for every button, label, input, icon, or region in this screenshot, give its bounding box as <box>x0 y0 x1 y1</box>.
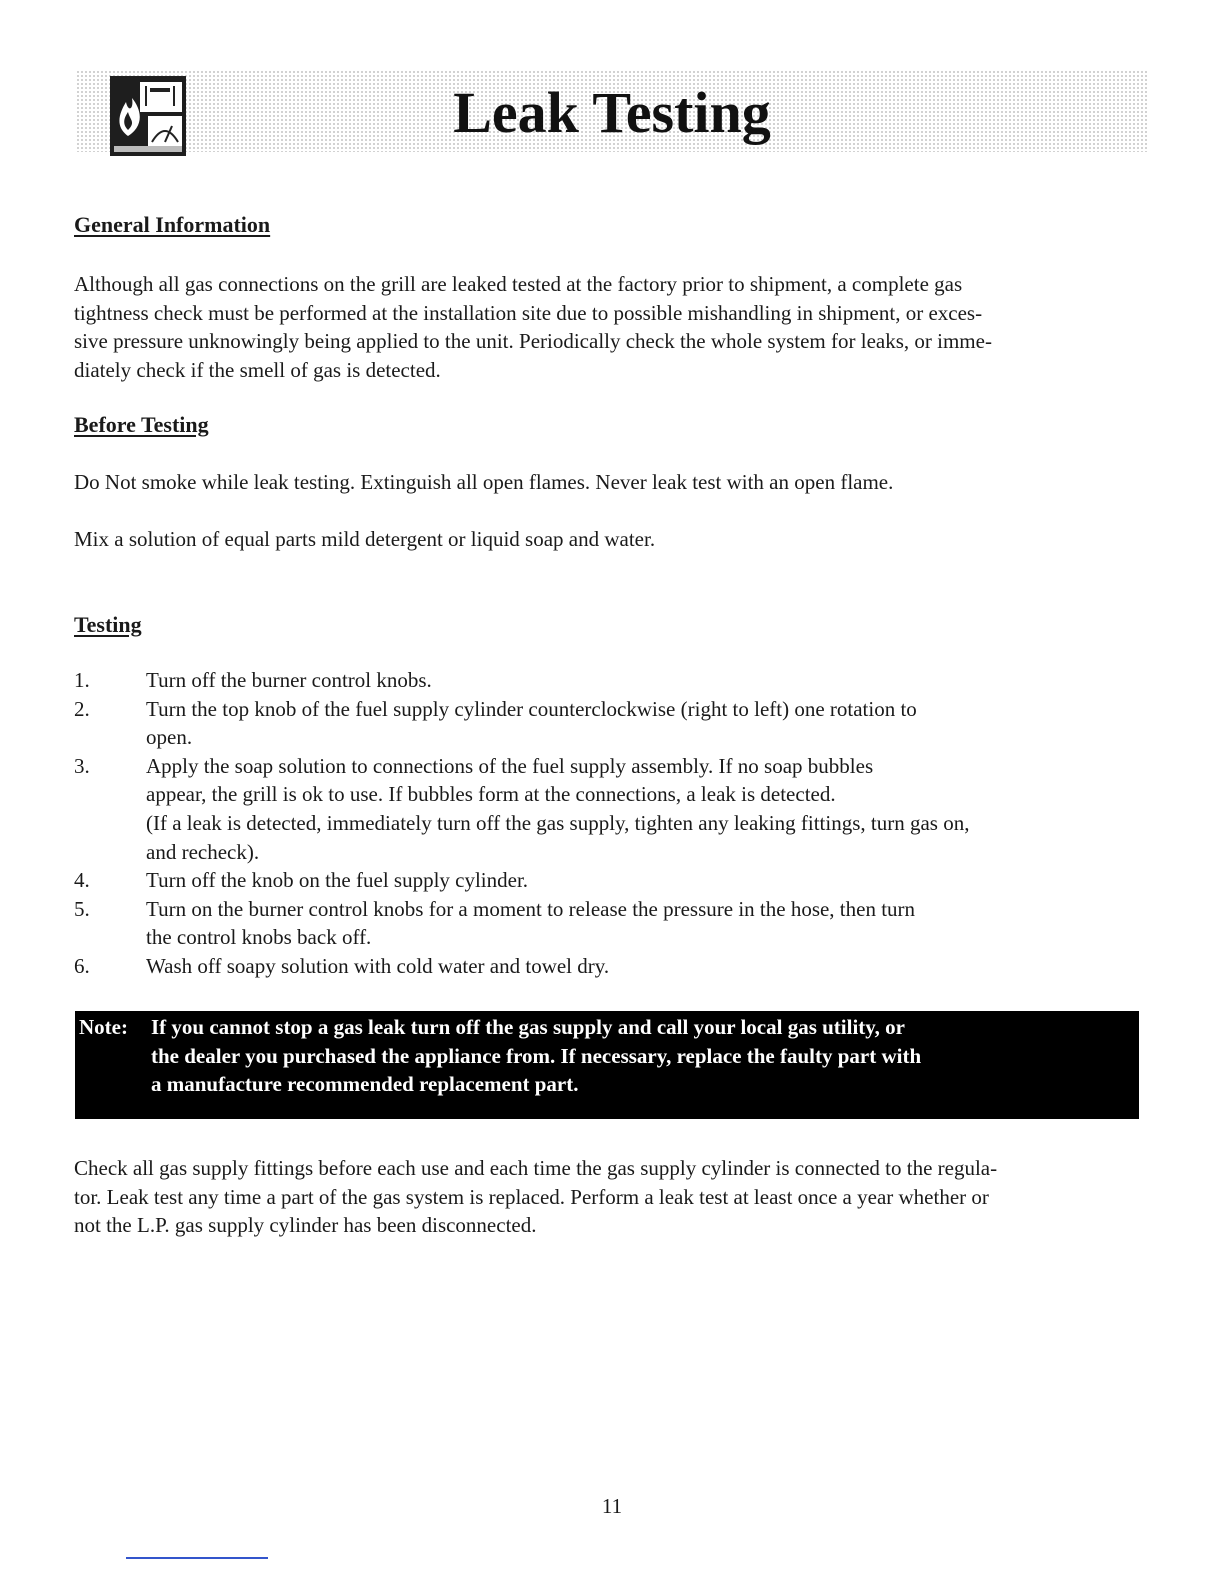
before-testing-paragraph-2: Mix a solution of equal parts mild detergent or liquid soap and water. <box>74 527 656 551</box>
page-title: Leak Testing <box>453 80 771 145</box>
closing-paragraph <box>74 1154 1144 1240</box>
section-heading-testing: Testing <box>74 612 142 637</box>
before-testing-paragraph-1: Do Not smoke while leak testing. Extinguish all open flames. Never leak test with an open flame. <box>74 470 894 494</box>
paragraph-line: Although all gas connections on the grill are leaked tested at the factory prior to shipment, a complete gas <box>74 272 963 296</box>
step-text: Wash off soapy solution with cold water and towel dry. <box>146 953 610 978</box>
paragraph-line: tor. Leak test any time a part of the gas system is replaced. Perform a leak test at least once a year whether or <box>74 1184 989 1209</box>
step-text: Turn on the burner control knobs for a moment to release the pressure in the hose, then turn the control knobs back off. <box>146 896 916 950</box>
testing-steps-list <box>74 666 1094 981</box>
step-item <box>74 695 1094 752</box>
step-number: 5. <box>74 896 90 921</box>
step-number: 6. <box>74 953 90 978</box>
step-number: 2. <box>74 696 90 721</box>
paragraph-line: not the L.P. gas supply cylinder has been disconnected. <box>74 1213 537 1238</box>
note-text: If you cannot stop a gas leak turn off the gas supply and call your local gas utility, or the dealer you purchased the appliance from. If necessary, replace the faulty part with a manufacture recommended replacement part. <box>151 1015 922 1097</box>
step-item <box>74 895 1094 952</box>
warning-note-box <box>75 1011 1139 1119</box>
step-text: Apply the soap solution to connections of the fuel supply assembly. If no soap bubbles appear, the grill is ok to use. If bubbles form at the connections, a leak is detected. (If a leak is detected, immediately turn off the gas supply, tighten any leaking fittings, turn gas on, and recheck). <box>146 753 970 864</box>
step-number: 3. <box>74 753 90 778</box>
paragraph-line: tightness check must be performed at the installation site due to possible mishandling in shipment, or exces- <box>74 300 983 325</box>
paragraph-line: Check all gas supply fittings before each use and each time the gas supply cylinder is connected to the regula- <box>74 1156 998 1180</box>
step-text: Turn off the burner control knobs. <box>146 668 432 692</box>
step-text: Turn the top knob of the fuel supply cylinder counterclockwise (right to left) one rotation to open. <box>146 696 917 750</box>
section-heading-before-testing: Before Testing <box>74 412 209 437</box>
step-item <box>74 952 1094 981</box>
paragraph-line: diately check if the smell of gas is detected. <box>74 357 441 382</box>
step-item <box>74 752 1094 866</box>
note-label: Note: <box>79 1015 128 1039</box>
step-number: 4. <box>74 868 90 893</box>
step-item <box>74 666 1094 695</box>
paragraph-line: sive pressure unknowingly being applied to the unit. Periodically check the whole system for leaks, or imme- <box>74 329 992 354</box>
footer-divider <box>126 1557 268 1559</box>
step-number: 1. <box>74 668 90 692</box>
page-number: 11 <box>601 1494 623 1518</box>
step-text: Turn off the knob on the fuel supply cylinder. <box>146 868 529 893</box>
general-information-paragraph <box>74 270 1144 384</box>
section-heading-general-information: General Information <box>74 212 271 237</box>
step-item <box>74 866 1094 895</box>
